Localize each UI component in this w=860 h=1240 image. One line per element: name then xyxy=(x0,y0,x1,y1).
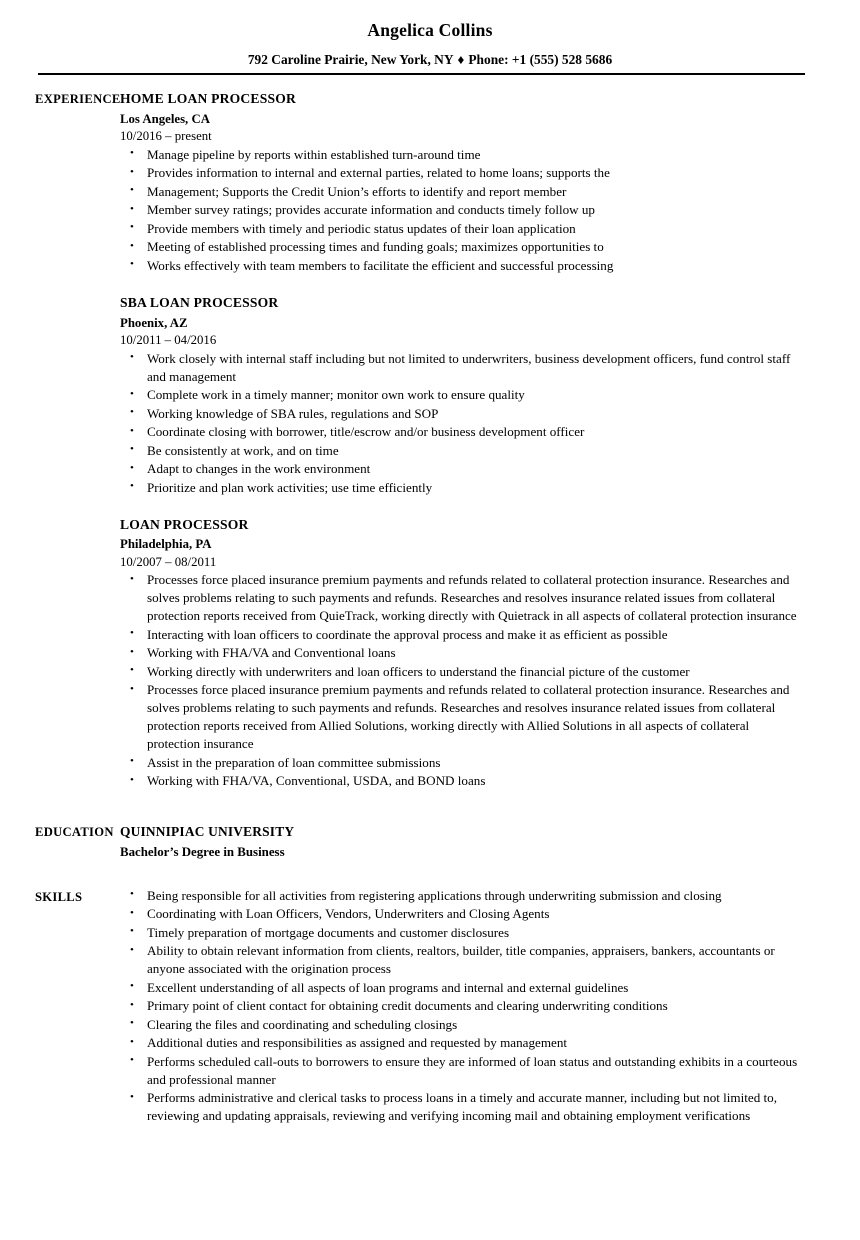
contact-line xyxy=(0,52,860,68)
experience-entry xyxy=(120,516,805,791)
experience-entries xyxy=(120,90,860,791)
section-experience xyxy=(0,90,860,791)
job-bullet-list xyxy=(120,350,805,497)
skills-entries xyxy=(120,886,860,1126)
list-item: • Being responsible for all activities from registering applications through underwriting submission and closing xyxy=(120,887,805,905)
education-entry xyxy=(120,823,805,861)
list-item: • Management; Supports the Credit Union’s efforts to identify and report member xyxy=(120,183,805,201)
job-location: Philadelphia, PA xyxy=(120,537,212,552)
list-item: • Assist in the preparation of loan committee submissions xyxy=(120,754,805,772)
education-entries xyxy=(120,823,860,861)
list-item: • Primary point of client contact for obtaining credit documents and clearing underwriting conditions xyxy=(120,997,805,1015)
job-location: Los Angeles, CA xyxy=(120,111,210,126)
list-item: • Meeting of established processing times and funding goals; maximizes opportunities to xyxy=(120,238,805,256)
job-title: SBA LOAN PROCESSOR xyxy=(120,294,279,310)
list-item: • Performs scheduled call-outs to borrowers to ensure they are informed of loan status and outstanding exhibits in a courteous and professional manner xyxy=(120,1053,805,1089)
resume-header xyxy=(0,0,860,75)
contact-phone: Phone: +1 (555) 528 5686 xyxy=(468,52,613,67)
list-item: • Processes force placed insurance premium payments and refunds related to collateral protection insurance. Researches and solves problems relating to such payments and refunds. Researches and resolves insurance related issues from collateral protection reports received from Allied Solutions, working directly with Allied Solutions in all aspects of collateral protection insurance xyxy=(120,681,805,753)
list-item: • Working directly with underwriters and loan officers to understand the financial picture of the customer xyxy=(120,663,805,681)
list-item: • Coordinating with Loan Officers, Vendors, Underwriters and Closing Agents xyxy=(120,905,805,923)
education-school: QUINNIPIAC UNIVERSITY xyxy=(120,823,295,839)
job-dates: 10/2011 – 04/2016 xyxy=(120,332,217,347)
list-item: • Coordinate closing with borrower, title/escrow and/or business development officer xyxy=(120,423,805,441)
list-item: • Excellent understanding of all aspects of loan programs and internal and external guidelines xyxy=(120,979,805,997)
list-item: • Provides information to internal and external parties, related to home loans; supports the xyxy=(120,164,805,182)
job-dates: 10/2016 – present xyxy=(120,129,212,144)
list-item: • Member survey ratings; provides accurate information and conducts timely follow up xyxy=(120,201,805,219)
candidate-name: Angelica Collins xyxy=(367,20,493,40)
job-location: Phoenix, AZ xyxy=(120,315,188,330)
job-dates: 10/2007 – 08/2011 xyxy=(120,554,217,569)
list-item: • Interacting with loan officers to coordinate the approval process and make it as efficient as possible xyxy=(120,626,805,644)
list-item: • Processes force placed insurance premium payments and refunds related to collateral protection insurance. Researches and solves problems relating to such payments and refunds. Researches and resolves insurance related issues from collateral protection reports received from QuieTrack, working directly with Quietrack in all aspects of collateral protection insurance xyxy=(120,571,805,625)
section-label-experience: EXPERIENCE xyxy=(35,92,121,107)
list-item: • Additional duties and responsibilities as assigned and requested by management xyxy=(120,1034,805,1052)
list-item: • Performs administrative and clerical tasks to process loans in a timely and accurate manner, including but not limited to, reviewing and updating appraisals, reviewing and verifying incoming mail and obtaining employment verifications xyxy=(120,1089,805,1125)
job-bullet-list xyxy=(120,571,805,790)
experience-entry xyxy=(120,294,805,497)
list-item: • Manage pipeline by reports within established turn-around time xyxy=(120,146,805,164)
list-item: • Work closely with internal staff including but not limited to underwriters, business development officers, fund control staff and management xyxy=(120,350,805,386)
job-bullet-list xyxy=(120,146,805,275)
section-label-skills: SKILLS xyxy=(35,889,83,904)
list-item: • Works effectively with team members to facilitate the efficient and successful processing xyxy=(120,257,805,275)
list-item: • Working knowledge of SBA rules, regulations and SOP xyxy=(120,405,805,423)
list-item: • Working with FHA/VA, Conventional, USDA, and BOND loans xyxy=(120,772,805,790)
experience-entry xyxy=(120,90,805,275)
section-skills xyxy=(0,886,860,1126)
education-degree: Bachelor’s Degree in Business xyxy=(120,844,285,859)
list-item: • Adapt to changes in the work environment xyxy=(120,460,805,478)
section-education xyxy=(0,823,860,861)
job-title: HOME LOAN PROCESSOR xyxy=(120,91,297,107)
resume-body xyxy=(0,75,860,1126)
list-item: • Timely preparation of mortgage documents and customer disclosures xyxy=(120,924,805,942)
list-item: • Ability to obtain relevant information from clients, realtors, builder, title companies, appraisers, bankers, accountants or anyone associated with the origination process xyxy=(120,942,805,978)
list-item: • Working with FHA/VA and Conventional loans xyxy=(120,644,805,662)
list-item: • Complete work in a timely manner; monitor own work to ensure quality xyxy=(120,386,805,404)
contact-address: 792 Caroline Prairie, New York, NY xyxy=(247,52,454,67)
section-label-education: EDUCATION xyxy=(35,824,114,839)
diamond-separator-icon: ♦ xyxy=(457,52,465,67)
list-item: • Prioritize and plan work activities; use time efficiently xyxy=(120,479,805,497)
list-item: • Clearing the files and coordinating and scheduling closings xyxy=(120,1016,805,1034)
job-title: LOAN PROCESSOR xyxy=(120,516,249,532)
list-item: • Be consistently at work, and on time xyxy=(120,442,805,460)
list-item: • Provide members with timely and periodic status updates of their loan application xyxy=(120,220,805,238)
skills-bullet-list xyxy=(120,887,805,1126)
